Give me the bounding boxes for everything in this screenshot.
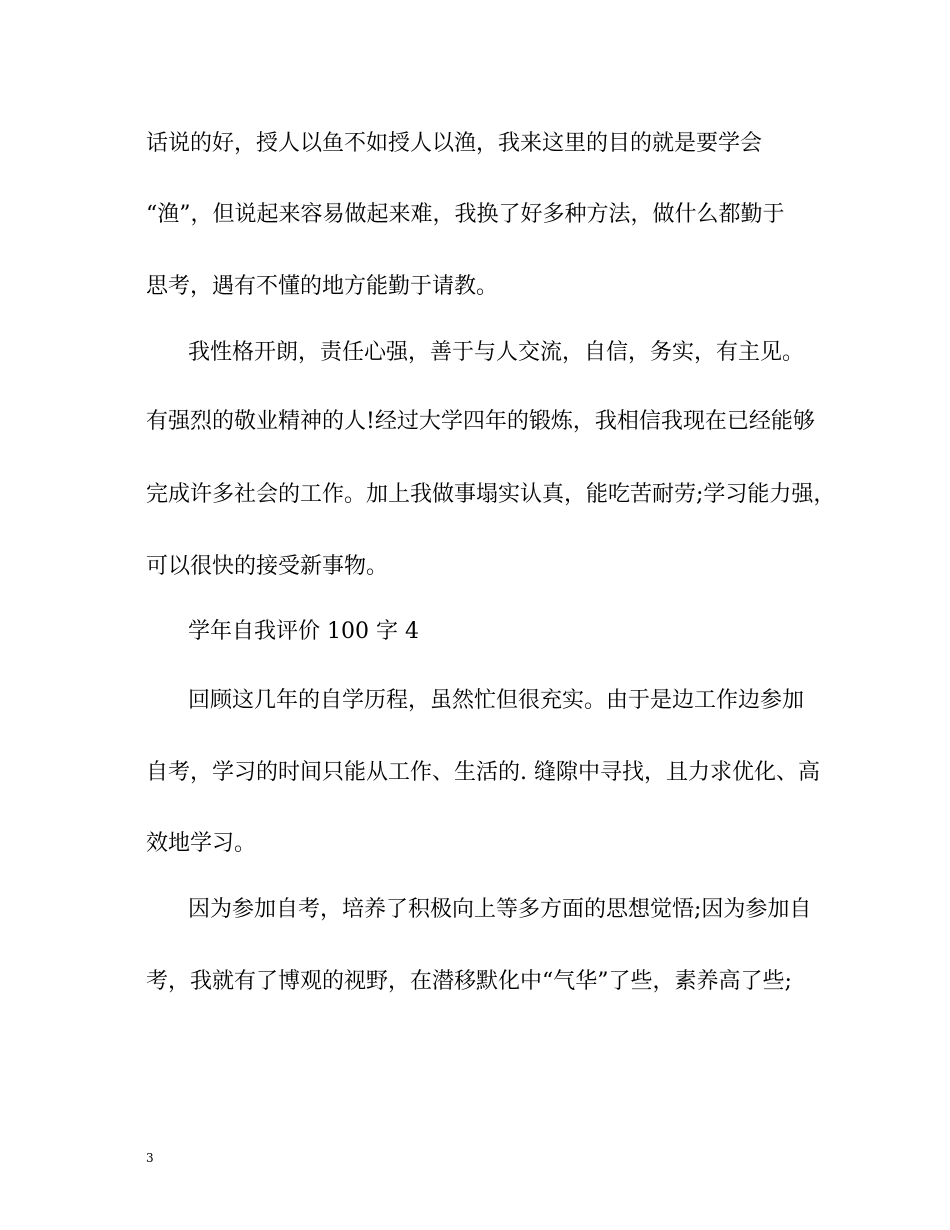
section-heading: 学年自我评价 100 字 4: [188, 619, 419, 644]
paragraph-line: “渔”，但说起来容易做起来难，我换了好多种方法，做什么都勤于: [146, 202, 785, 227]
paragraph-line: 完成许多社会的工作。加上我做事塌实认真，能吃苦耐劳;学习能力强，: [146, 482, 836, 507]
paragraph-line: 自考，学习的时间只能从工作、生活的. 缝隙中寻找，且力求优化、高: [146, 760, 820, 785]
paragraph-line: 思考，遇有不懂的地方能勤于请教。: [146, 274, 499, 299]
paragraph-line: 回顾这几年的自学历程，虽然忙但很充实。由于是边工作边参加: [188, 688, 805, 713]
paragraph-line: 可以很快的接受新事物。: [146, 554, 389, 579]
paragraph-line: 考，我就有了博观的视野，在潜移默化中“气华”了些，素养高了些;: [146, 969, 792, 994]
paragraph-line: 有强烈的敬业精神的人!经过大学四年的锻炼，我相信我现在已经能够: [146, 409, 815, 434]
page-number: 3: [146, 1151, 154, 1165]
paragraph-line: 话说的好，授人以鱼不如授人以渔，我来这里的目的就是要学会: [146, 131, 763, 156]
paragraph-line: 效地学习。: [146, 831, 257, 856]
paragraph-line: 因为参加自考，培养了积极向上等多方面的思想觉悟;因为参加自: [188, 897, 812, 922]
paragraph-line: 我性格开朗，责任心强，善于与人交流，自信，务实，有主见。: [188, 340, 805, 365]
